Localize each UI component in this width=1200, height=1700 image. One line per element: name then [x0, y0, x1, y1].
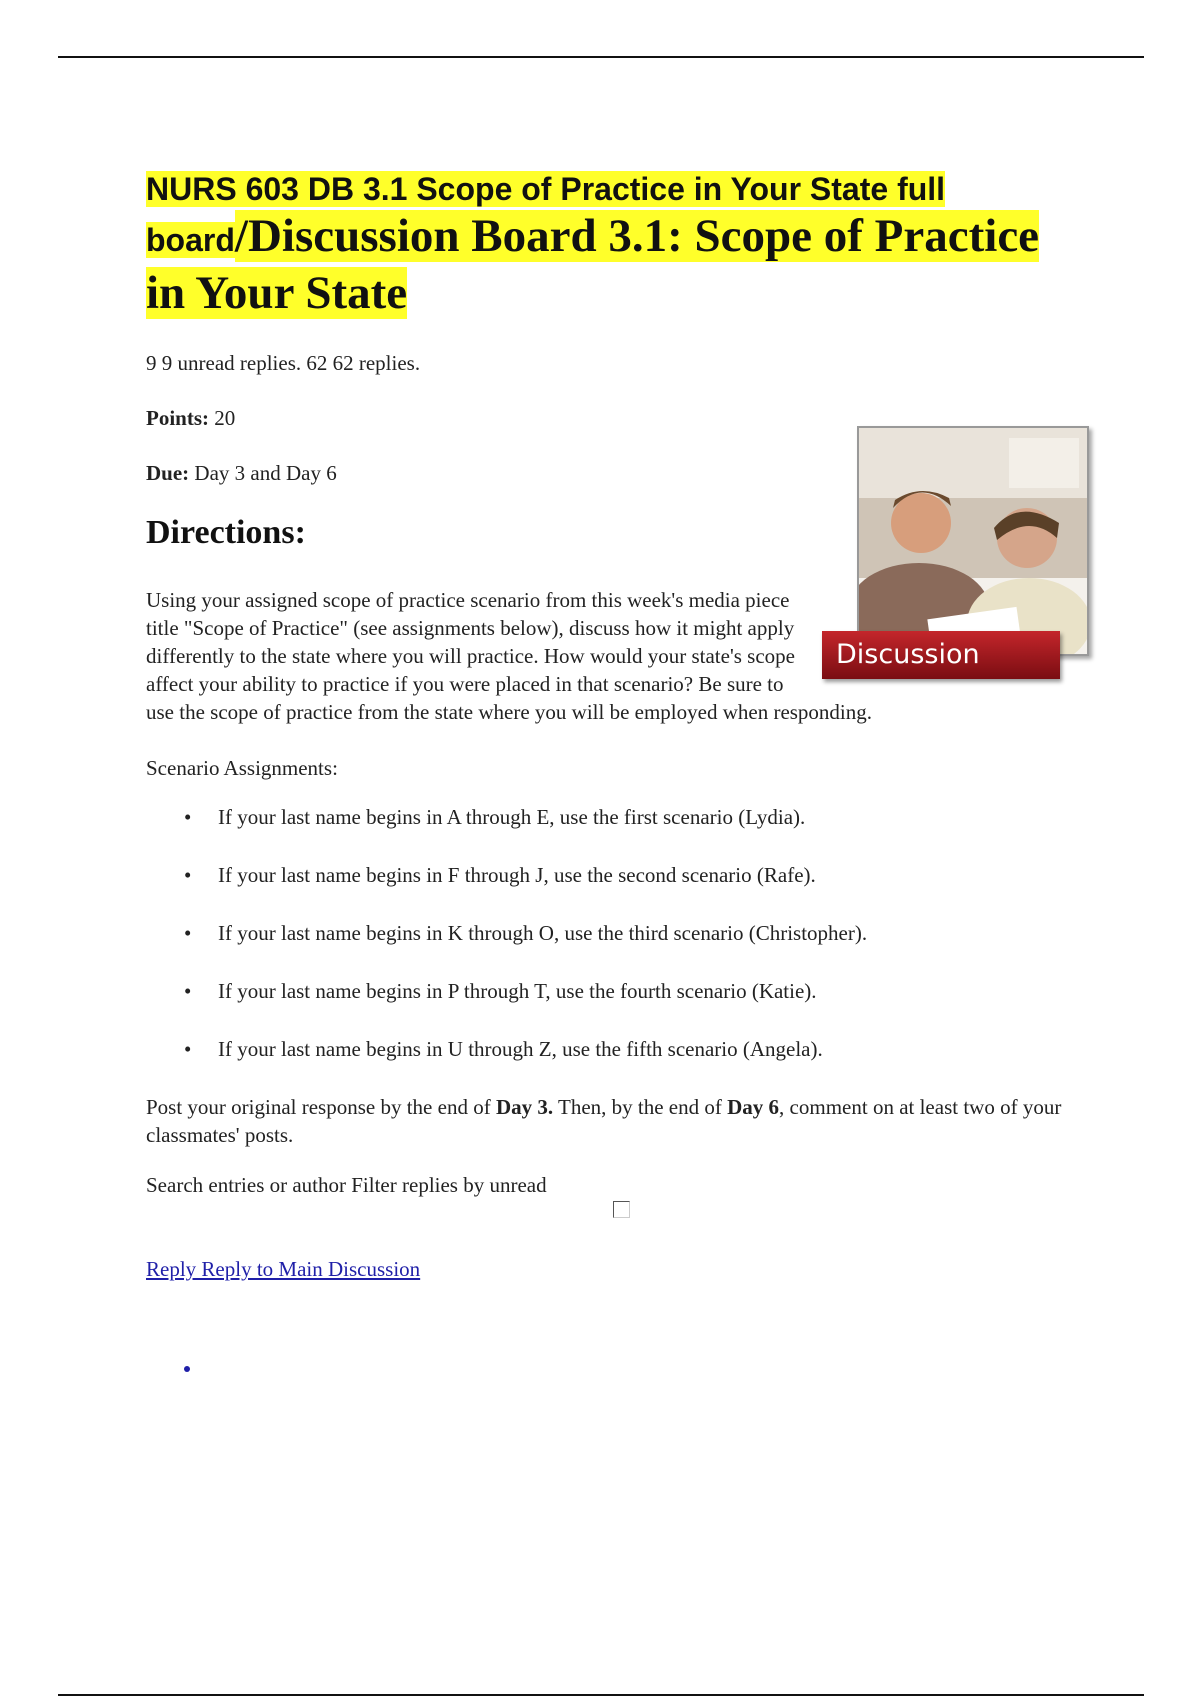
post-day3: Day 3. [495, 1095, 554, 1120]
list-item [146, 803, 1086, 831]
search-filter-row [146, 1173, 1086, 1233]
title-course-code: NURS 603 DB 3.1 Scope of Practice in Your State full board [146, 171, 946, 259]
bullet: • [184, 805, 192, 830]
scenario-text: If your last name begins in A through E, use the first scenario (Lydia). [218, 805, 806, 830]
title-slash: / [234, 210, 248, 263]
list-item [146, 861, 1086, 889]
search-filter-text: Search entries or author Filter replies by unread [146, 1173, 547, 1198]
scenario-text: If your last name begins in K through O, use the third scenario (Christopher). [218, 921, 868, 946]
bullet: • [184, 863, 192, 888]
scenario-heading: Scenario Assignments: [146, 756, 338, 781]
students-photo-image [859, 428, 1087, 654]
due-value: Day 3 and Day 6 [189, 461, 337, 486]
post-day6: Day 6 [727, 1095, 780, 1120]
reply-list-bullet [184, 1366, 190, 1372]
discussion-banner: Discussion [822, 631, 1060, 679]
due-label: Due: [146, 461, 190, 486]
list-item [146, 919, 1086, 947]
bottom-rule [58, 1694, 1144, 1696]
discussion-illustration [822, 426, 1094, 688]
scenario-text: If your last name begins in U through Z, use the fifth scenario (Angela). [218, 1037, 823, 1062]
list-item [146, 977, 1086, 1005]
directions-block [146, 586, 1086, 726]
title-discussion-board: Discussion Board 3.1: Scope of Practice in Your State [146, 210, 1040, 319]
scenario-text: If your last name begins in F through J, use the second scenario (Rafe). [218, 863, 816, 888]
document-content [146, 170, 1086, 1282]
post-instructions [146, 1093, 1086, 1149]
students-photo [857, 426, 1089, 656]
reply-main-discussion-link[interactable]: Reply Reply to Main Discussion [146, 1257, 421, 1282]
scenario-text: If your last name begins in P through T, use the fourth scenario (Katie). [218, 979, 817, 1004]
points-label: Points: [146, 406, 209, 431]
bullet: • [184, 979, 192, 1004]
page-title [146, 170, 1086, 321]
bullet: • [184, 921, 192, 946]
post-text-1: Post your original response by the end of [146, 1095, 496, 1120]
post-text-3: , comment on at least two of your classmates' posts. [146, 1095, 1062, 1148]
directions-heading: Directions: [146, 514, 306, 552]
list-item [146, 1035, 1086, 1063]
top-rule [58, 56, 1144, 58]
points-value: 20 [209, 406, 236, 431]
reply-count: 9 9 unread replies. 62 62 replies. [146, 351, 421, 376]
bullet: • [184, 1037, 192, 1062]
unread-filter-checkbox[interactable] [613, 1201, 630, 1218]
directions-text: Using your assigned scope of practice scenario from this week's media piece title "Scope of Practice" (see assignments below), discuss how it might apply differently to the state where you will practice. How would your state's scope affect your ability to practice if you were placed in that scenario? Be sure to use the scope of practice from the state where you will be employed when responding. [146, 588, 873, 725]
post-text-2: Then, by the end of [553, 1095, 728, 1120]
scenario-list [146, 803, 1086, 1063]
